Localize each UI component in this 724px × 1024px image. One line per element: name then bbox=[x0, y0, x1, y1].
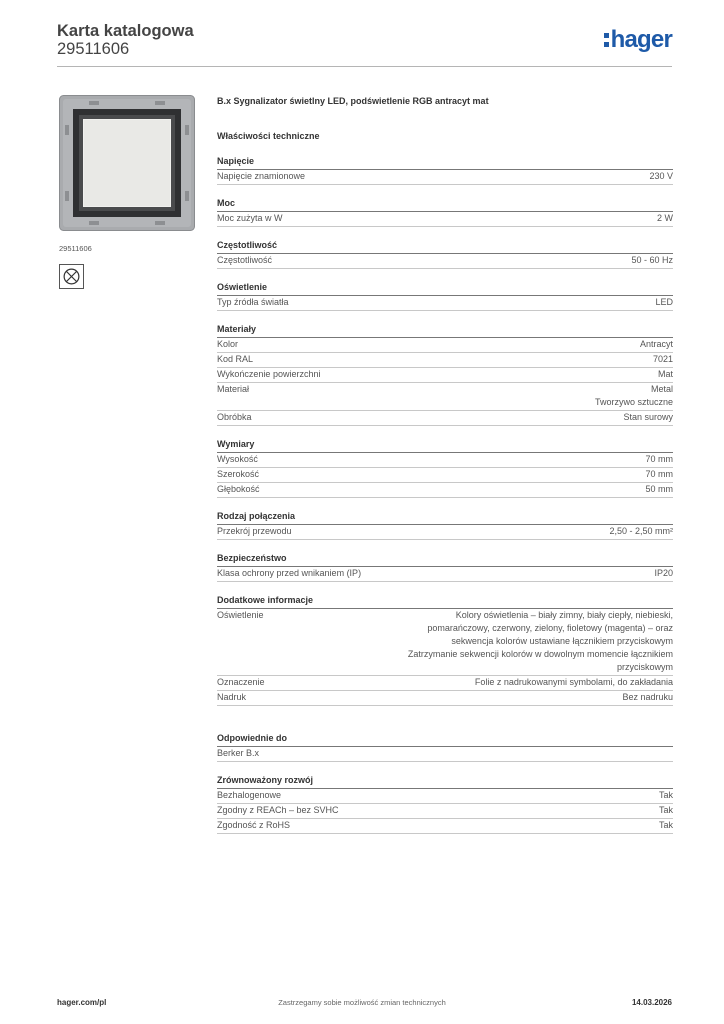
spec-label: Głębokość bbox=[217, 484, 260, 494]
spec-value bbox=[653, 353, 673, 366]
spec-label: Kolor bbox=[217, 339, 239, 349]
spec-row bbox=[217, 353, 673, 368]
spec-value-line: Metal bbox=[650, 384, 673, 394]
spec-row bbox=[217, 383, 673, 411]
spec-value-line: sekwencja kolorów ustawiane łącznikiem przyciskowym bbox=[451, 636, 673, 646]
spec-value bbox=[645, 468, 673, 481]
spec-row bbox=[217, 525, 673, 540]
spec-row bbox=[217, 296, 673, 311]
spec-value bbox=[609, 525, 673, 538]
spec-group bbox=[217, 155, 673, 185]
spec-sheet bbox=[217, 95, 673, 834]
spec-label: Klasa ochrony przed wnikaniem (IP) bbox=[217, 568, 362, 578]
spec-row bbox=[217, 411, 673, 426]
spec-label: Kod RAL bbox=[217, 354, 254, 364]
spec-row bbox=[217, 368, 673, 383]
spec-value bbox=[654, 567, 673, 580]
spec-value-line: Tak bbox=[658, 805, 673, 815]
spec-value bbox=[659, 789, 673, 802]
spec-row bbox=[217, 468, 673, 483]
spec-value-line: 2,50 - 2,50 mm² bbox=[609, 526, 673, 536]
spec-row bbox=[217, 483, 673, 498]
spec-label: Oświetlenie bbox=[217, 610, 264, 620]
spec-group-title: Dodatkowe informacje bbox=[217, 594, 673, 609]
spec-label: Materiał bbox=[217, 384, 250, 394]
spec-row bbox=[217, 212, 673, 227]
spec-group-title: Zrównoważony rozwój bbox=[217, 774, 673, 789]
spec-group bbox=[217, 510, 673, 540]
spec-value-line: Tworzywo sztuczne bbox=[594, 397, 673, 407]
spec-value-line: Folie z nadrukowanymi symbolami, do zakładania bbox=[474, 677, 673, 687]
spec-value bbox=[659, 804, 673, 817]
spec-group bbox=[217, 197, 673, 227]
spec-group-title: Wymiary bbox=[217, 438, 673, 453]
spec-label: Szerokość bbox=[217, 469, 260, 479]
spec-value-line: przyciskowym bbox=[616, 662, 673, 672]
spec-row bbox=[217, 747, 673, 762]
spec-row bbox=[217, 609, 673, 676]
spec-group bbox=[217, 594, 673, 706]
spec-label: Berker B.x bbox=[217, 748, 260, 758]
spec-value bbox=[595, 383, 673, 409]
spec-group-title: Napięcie bbox=[217, 155, 673, 170]
footer-date: 14.03.2026 bbox=[631, 998, 672, 1007]
spec-row bbox=[217, 804, 673, 819]
spec-value-line: Zatrzymanie sekwencji kolorów w dowolnym momencie łącznikiem bbox=[407, 649, 673, 659]
spec-row bbox=[217, 453, 673, 468]
spec-value-line: Stan surowy bbox=[623, 412, 673, 422]
footer-disclaimer: Zastrzegamy sobie możliwość zmian technicznych bbox=[278, 998, 446, 1007]
spec-value-line: Kolory oświetlenia – biały zimny, biały ciepły, niebieski, bbox=[455, 610, 673, 620]
spec-value bbox=[657, 212, 673, 225]
spec-value bbox=[475, 676, 673, 689]
spec-value bbox=[631, 254, 673, 267]
lamp-symbol-icon bbox=[59, 264, 84, 289]
spec-value bbox=[658, 368, 673, 381]
spec-row bbox=[217, 170, 673, 185]
spec-label: Moc zużyta w W bbox=[217, 213, 283, 223]
spec-group bbox=[217, 239, 673, 269]
logo-wordmark: hager bbox=[610, 26, 672, 53]
spec-label: Obróbka bbox=[217, 412, 252, 422]
spec-value-line: 70 mm bbox=[645, 454, 673, 464]
spec-label: Wykończenie powierzchni bbox=[217, 369, 321, 379]
spec-row bbox=[217, 691, 673, 706]
hager-logo[interactable] bbox=[604, 27, 672, 53]
spec-value-line: 70 mm bbox=[645, 469, 673, 479]
spec-group bbox=[217, 281, 673, 311]
spec-group bbox=[217, 774, 673, 834]
photo-caption: 29511606 bbox=[59, 244, 92, 253]
spec-value-line: 2 W bbox=[656, 213, 673, 223]
spec-group-title: Bezpieczeństwo bbox=[217, 552, 673, 567]
spec-row bbox=[217, 676, 673, 691]
spec-label: Oznaczenie bbox=[217, 677, 265, 687]
spec-label: Zgodny z REACh – bez SVHC bbox=[217, 805, 339, 815]
spec-group-title: Oświetlenie bbox=[217, 281, 673, 296]
spec-group-title: Rodzaj połączenia bbox=[217, 510, 673, 525]
spec-row bbox=[217, 819, 673, 834]
spec-value-line: pomarańczowy, czerwony, zielony, fioletowy (magenta) – oraz bbox=[427, 623, 673, 633]
spec-value-line: IP20 bbox=[654, 568, 673, 578]
spec-value bbox=[649, 170, 673, 183]
spec-value-line: Bez nadruku bbox=[622, 692, 673, 702]
spec-group bbox=[217, 552, 673, 582]
spec-value-line: 7021 bbox=[652, 354, 673, 364]
spec-value-line: Tak bbox=[658, 820, 673, 830]
spec-label: Zgodność z RoHS bbox=[217, 820, 291, 830]
spec-label: Typ źródła światła bbox=[217, 297, 289, 307]
spec-value bbox=[645, 483, 673, 496]
spec-label: Przekrój przewodu bbox=[217, 526, 292, 536]
spec-value-line: 50 - 60 Hz bbox=[631, 255, 673, 265]
spec-value bbox=[623, 411, 673, 424]
spec-value-line: Tak bbox=[658, 790, 673, 800]
spec-value-line: LED bbox=[655, 297, 673, 307]
section-title: Właściwości techniczne bbox=[217, 131, 320, 141]
spec-row bbox=[217, 338, 673, 353]
spec-value-line: 50 mm bbox=[645, 484, 673, 494]
spec-group bbox=[217, 323, 673, 426]
spec-group-title: Materiały bbox=[217, 323, 673, 338]
spec-groups bbox=[217, 155, 673, 834]
spec-group-title: Moc bbox=[217, 197, 673, 212]
header-divider bbox=[57, 66, 672, 67]
spec-value bbox=[408, 609, 673, 674]
spec-label: Wysokość bbox=[217, 454, 258, 464]
spec-label: Częstotliwość bbox=[217, 255, 273, 265]
footer-website[interactable]: hager.com/pl bbox=[57, 998, 107, 1007]
spec-value-line: Antracyt bbox=[639, 339, 673, 349]
catalog-number: 29511606 bbox=[57, 40, 130, 58]
spec-group bbox=[217, 438, 673, 498]
product-photo bbox=[59, 95, 195, 231]
spec-row bbox=[217, 789, 673, 804]
spec-row bbox=[217, 567, 673, 582]
spec-value bbox=[622, 691, 673, 704]
spec-value bbox=[655, 296, 673, 309]
spec-row bbox=[217, 254, 673, 269]
spec-label: Bezhalogenowe bbox=[217, 790, 282, 800]
spec-value bbox=[645, 453, 673, 466]
spec-group-title: Odpowiednie do bbox=[217, 732, 673, 747]
page-title: Karta katalogowa bbox=[57, 22, 194, 40]
spec-label: Nadruk bbox=[217, 692, 247, 702]
logo-dots-icon bbox=[604, 33, 609, 47]
spec-value bbox=[659, 819, 673, 832]
spec-value bbox=[640, 338, 673, 351]
spec-group bbox=[217, 732, 673, 762]
spec-value-line: 230 V bbox=[649, 171, 673, 181]
spec-group-title: Częstotliwość bbox=[217, 239, 673, 254]
spec-value-line: Mat bbox=[657, 369, 673, 379]
product-title: B.x Sygnalizator świetlny LED, podświetlenie RGB antracyt mat bbox=[217, 96, 489, 106]
spec-label: Napięcie znamionowe bbox=[217, 171, 306, 181]
